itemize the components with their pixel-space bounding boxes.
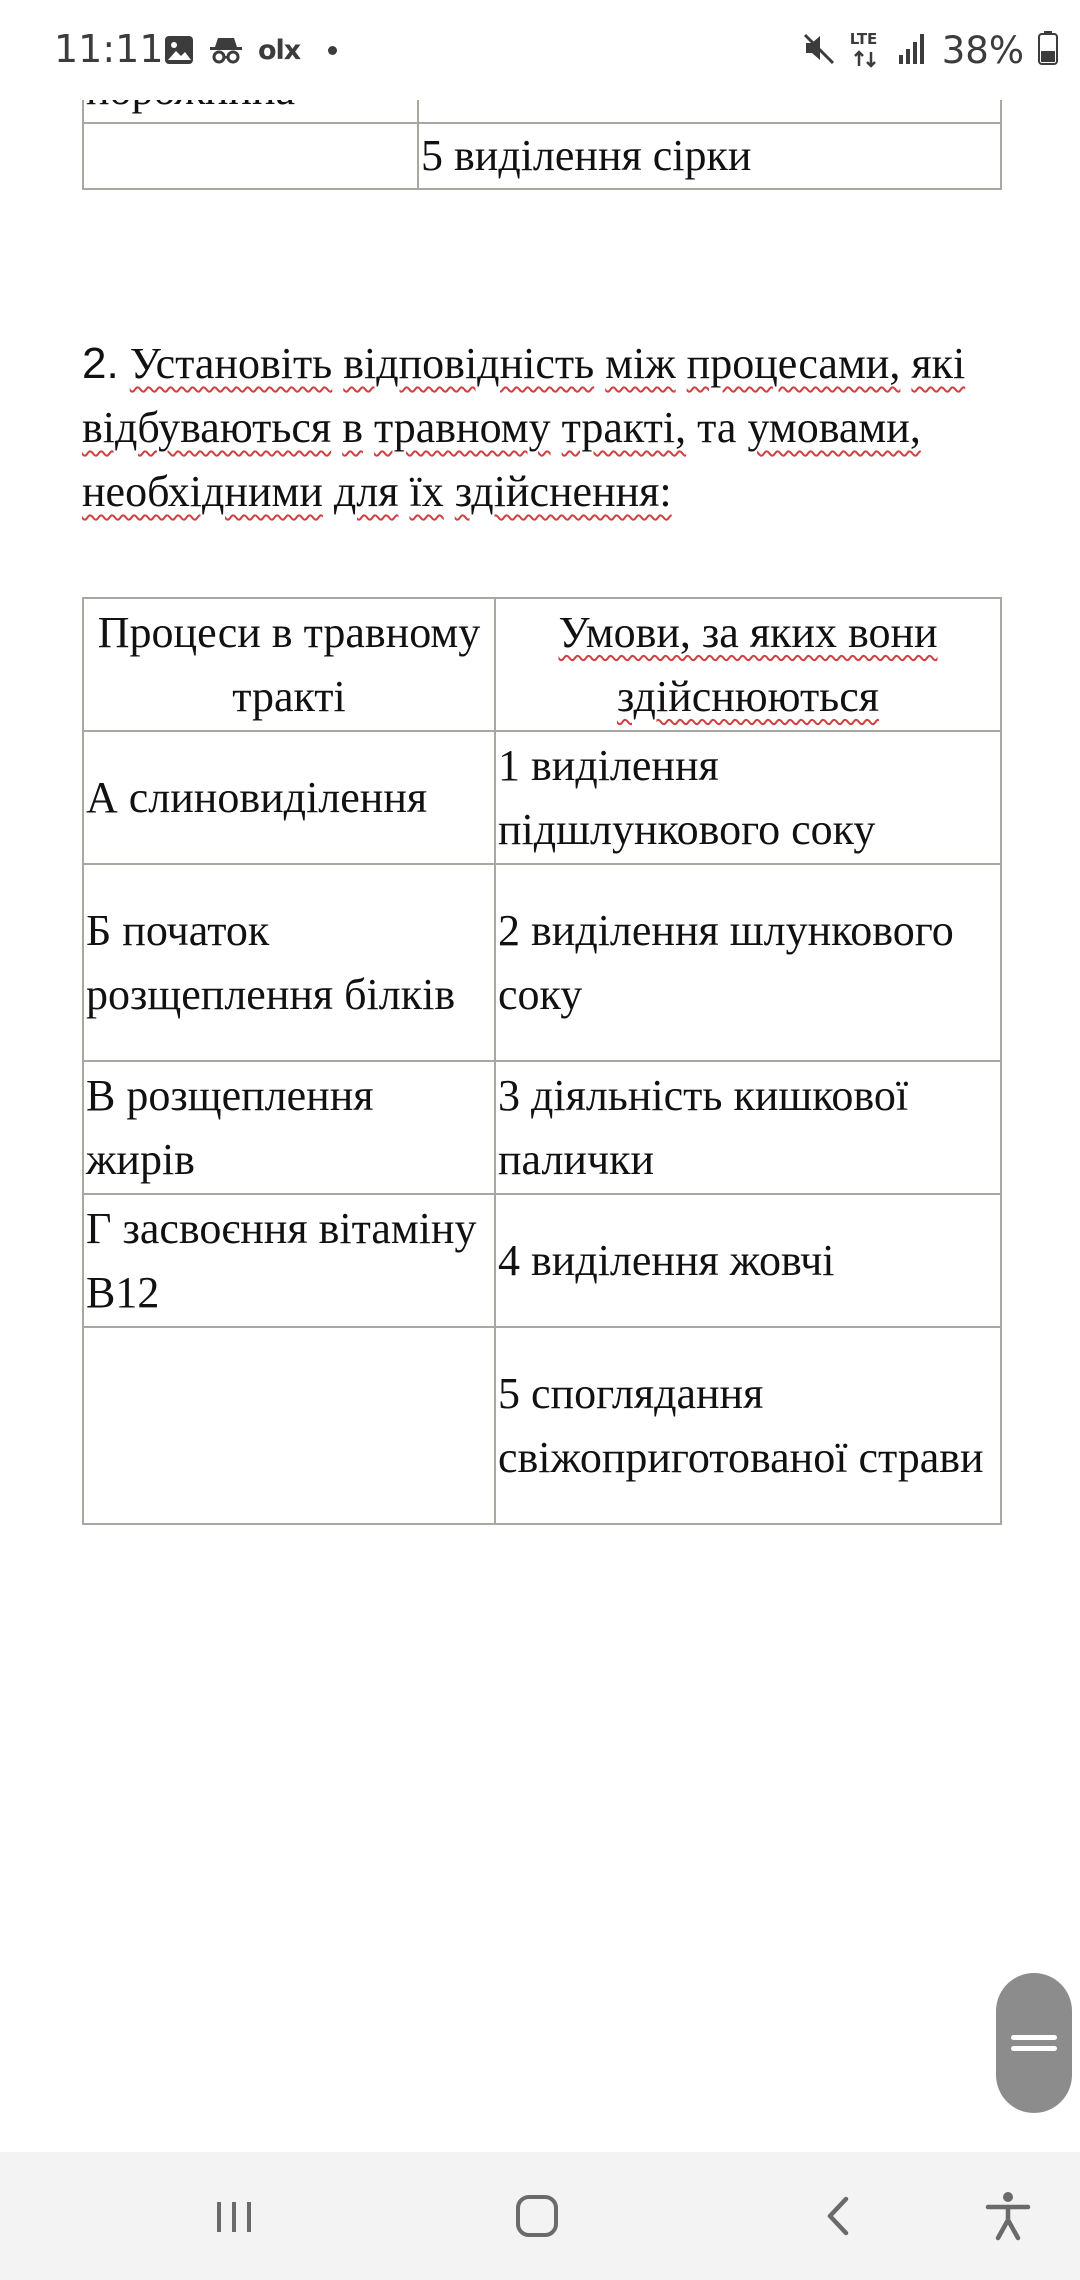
mute-icon: [802, 31, 836, 69]
fast-scroll-handle[interactable]: [996, 1973, 1072, 2113]
table-row: [83, 123, 1001, 189]
question-number: 2.: [82, 339, 119, 388]
condition-cell: 4 виділення жовчі: [495, 1194, 1001, 1327]
table-row: [83, 1061, 1001, 1194]
back-icon: [805, 2182, 873, 2250]
incognito-icon: [208, 35, 244, 65]
question-word: в: [342, 403, 363, 452]
question-word: між: [605, 339, 676, 388]
recent-apps-button[interactable]: [200, 2182, 268, 2250]
column-header-conditions: [495, 598, 1001, 731]
table-row: [83, 1194, 1001, 1327]
table-row: [83, 864, 1001, 1061]
question-word: процесами,: [686, 339, 901, 388]
process-cell: А слиновиділення: [83, 731, 495, 864]
olx-icon: olx: [258, 34, 301, 66]
question-word: їх: [409, 467, 444, 516]
question-word: які: [911, 339, 966, 388]
image-icon: [164, 35, 194, 65]
question-word: умовами,: [747, 403, 921, 452]
table-cell: 5 виділення сірки: [418, 123, 1001, 189]
accessibility-icon: [974, 2182, 1042, 2250]
recent-apps-icon: [200, 2182, 268, 2250]
question-word: Установіть: [129, 339, 333, 388]
question-word: та: [697, 403, 737, 452]
status-bar: [0, 0, 1080, 100]
question-word: відповідність: [343, 339, 595, 388]
process-cell: Б початок розщеплення білків: [83, 864, 495, 1061]
condition-cell: 2 виділення шлункового соку: [495, 864, 1001, 1061]
status-right: [802, 28, 1058, 72]
column-header-processes: Процеси в травному тракті: [83, 598, 495, 731]
home-icon: [503, 2182, 571, 2250]
home-button[interactable]: [503, 2182, 571, 2250]
condition-cell: 3 діяльність кишкової палички: [495, 1061, 1001, 1194]
lte-label: LTE: [849, 30, 878, 48]
notification-icons: [164, 30, 337, 70]
process-cell: Г засвоєння вітаміну В12: [83, 1194, 495, 1327]
table-row: [83, 1327, 1001, 1524]
process-cell: В розщеплення жирів: [83, 1061, 495, 1194]
condition-cell: 1 виділення підшлункового соку: [495, 731, 1001, 864]
question-word: травному: [373, 403, 551, 452]
table-row: [83, 731, 1001, 864]
lte-icon: [850, 30, 884, 70]
table-cell: [83, 123, 418, 189]
signal-icon: [898, 31, 928, 69]
question-word: тракті,: [561, 403, 687, 452]
handle-line: [1011, 2046, 1057, 2051]
more-notifications-dot: [328, 46, 337, 55]
battery-icon: [1038, 31, 1058, 69]
accessibility-button[interactable]: [974, 2182, 1042, 2250]
table-header-row: [83, 598, 1001, 731]
battery-percent: 38%: [941, 28, 1024, 72]
question-2: [82, 332, 1012, 524]
question-word: необхідними: [82, 467, 323, 516]
column-header-conditions-text: Умови, за яких вони здійснюються: [558, 607, 938, 721]
question-word: для: [333, 467, 399, 516]
question-word: здійснення:: [454, 467, 672, 516]
navigation-bar: [0, 2152, 1080, 2280]
condition-cell: 5 споглядання свіжоприготованої страви: [495, 1327, 1001, 1524]
status-time: 11:11: [54, 27, 164, 71]
back-button[interactable]: [805, 2182, 873, 2250]
handle-line: [1011, 2035, 1057, 2040]
matching-table: [82, 597, 1002, 1525]
process-cell: [83, 1327, 495, 1524]
question-word: відбуваються: [82, 403, 332, 452]
